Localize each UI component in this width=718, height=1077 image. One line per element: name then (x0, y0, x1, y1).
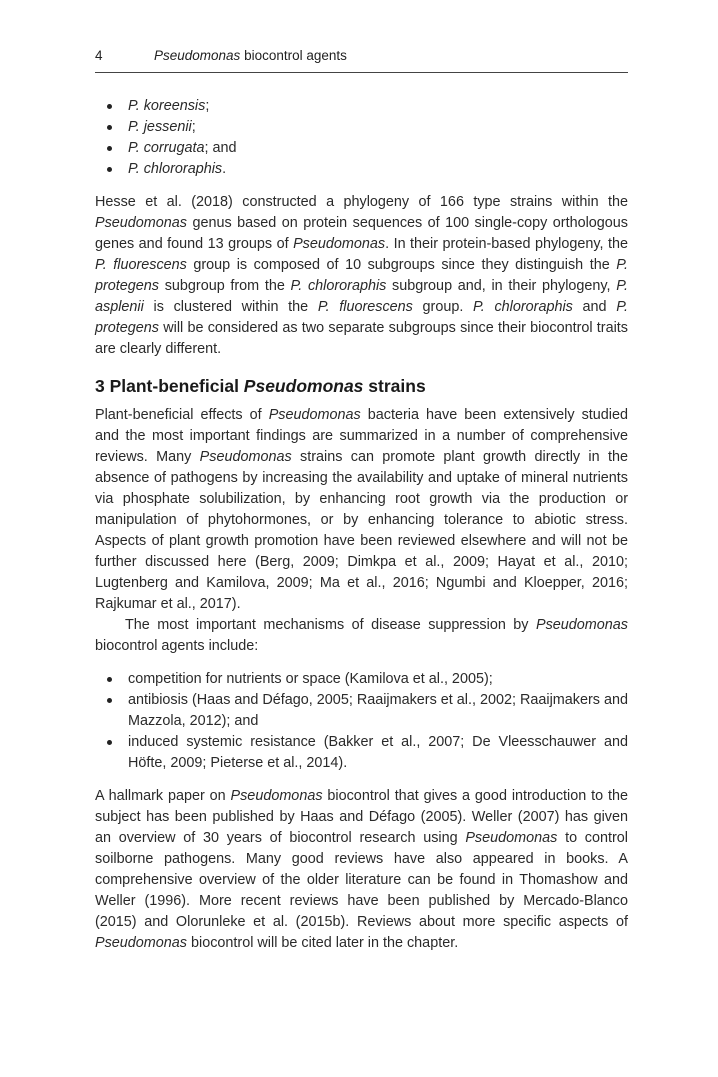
text-run: genus based on protein sequences of 100 single-copy orthologous genes and found 13 groups of (95, 215, 628, 252)
text-run: The most important mechanisms of disease suppression by (125, 617, 536, 633)
paragraph-hallmark (95, 786, 628, 954)
list-item (95, 159, 628, 180)
list-item (95, 96, 628, 117)
body-content (95, 96, 628, 954)
text-run: bacteria have been extensively studied and the most important findings are summarized in a number of comprehensive reviews. Many (95, 407, 628, 465)
text-run: subgroup and, in their phylogeny, (386, 278, 617, 294)
text-run: biocontrol will be cited later in the chapter. (187, 935, 459, 951)
italic-run: Pseudomonas (199, 449, 292, 465)
text-run: is clustered within the (143, 299, 318, 315)
italic-run: Pseudomonas (95, 935, 188, 951)
italic-run: Pseudomonas (95, 215, 188, 231)
paragraph-plant-beneficial (95, 405, 628, 615)
italic-run: P. fluorescens (95, 257, 187, 273)
italic-run: P. protegens (95, 257, 628, 294)
species-list (95, 96, 628, 180)
heading-prefix: 3 Plant-beneficial (95, 376, 244, 396)
italic-run: Pseudomonas (230, 788, 323, 804)
italic-run: P. chlororaphis (290, 278, 387, 294)
page-number: 4 (95, 48, 103, 63)
italic-run: P. asplenii (95, 278, 628, 315)
list-item (95, 138, 628, 159)
italic-run: P. chlororaphis (473, 299, 573, 315)
italic-run: P. protegens (95, 299, 628, 336)
text-run: will be considered as two separate subgroups since their biocontrol traits are clearly different. (95, 320, 628, 357)
species-name: P. chlororaphis (128, 161, 223, 177)
italic-run: P. fluorescens (317, 299, 413, 315)
species-name: P. koreensis (128, 98, 206, 114)
heading-suffix: strains (363, 376, 426, 396)
species-suffix: . (222, 161, 227, 177)
section-heading (95, 374, 628, 398)
list-item: antibiosis (Haas and Défago, 2005; Raaijmakers et al., 2002; Raaijmakers and Mazzola, 2012); and (95, 690, 628, 732)
text-run: subgroup from the (159, 278, 291, 294)
text-run: and (572, 299, 617, 315)
italic-run: Pseudomonas (465, 830, 558, 846)
paragraph-phylogeny (95, 192, 628, 360)
italic-run: Pseudomonas (268, 407, 361, 423)
text-run: group is composed of 10 subgroups since they distinguish the (186, 257, 617, 273)
running-title (154, 48, 347, 63)
italic-run: Pseudomonas (535, 617, 628, 633)
running-title-rest: biocontrol agents (240, 48, 347, 63)
text-run: . In their protein-based phylogeny, the (385, 236, 628, 252)
list-item: competition for nutrients or space (Kamilova et al., 2005); (95, 669, 628, 690)
italic-run: Pseudomonas (293, 236, 386, 252)
mechanisms-list (95, 669, 628, 774)
heading-italic: Pseudomonas (243, 376, 364, 396)
text-run: A hallmark paper on (95, 788, 231, 804)
text-run: strains can promote plant growth directly in the absence of pathogens by increasing the availability and uptake of mineral nutrients via phosphate solubilization, by enhancing root growth via the production or manipulation of phytohormones, or by enhancing tolerance to abiotic stress. Aspects of plant growth promotion have been reviewed elsewhere and will not be further discussed here (Berg, 2009; Dimkpa et al., 2009; Hayat et al., 2010; Lugtenberg and Kamilova, 2009; Ma et al., 2016; Ngumbi and Kloepper, 2016; Rajkumar et al., 2017). (95, 449, 628, 612)
text-run: Plant-beneficial effects of (95, 407, 269, 423)
text-run: biocontrol that gives a good introduction to the subject has been published by Haas and Défago (2005). Weller (2007) has given an overview of 30 years of biocontrol research using (95, 788, 628, 846)
species-suffix: ; and (204, 140, 237, 156)
paragraph-mechanisms-intro (95, 615, 628, 657)
text-run: to control soilborne pathogens. Many good reviews have also appeared in books. A comprehensive overview of the older literature can be found in Thomashow and Weller (1996). More recent reviews have been published by Mercado-Blanco (2015) and Olorunleke et al. (2015b). Reviews about more specific aspects of (95, 830, 628, 930)
species-suffix: ; (205, 98, 210, 114)
running-title-italic: Pseudomonas (154, 48, 241, 63)
list-item (95, 117, 628, 138)
text-run: biocontrol agents include: (95, 638, 259, 654)
species-name: P. jessenii (128, 119, 192, 135)
running-header (95, 46, 628, 73)
text-run: group. (412, 299, 474, 315)
text-run: Hesse et al. (2018) constructed a phylogeny of 166 type strains within the (95, 194, 628, 210)
list-item: induced systemic resistance (Bakker et al., 2007; De Vleesschauwer and Höfte, 2009; Pieterse et al., 2014). (95, 732, 628, 774)
species-suffix: ; (191, 119, 196, 135)
species-name: P. corrugata (128, 140, 205, 156)
